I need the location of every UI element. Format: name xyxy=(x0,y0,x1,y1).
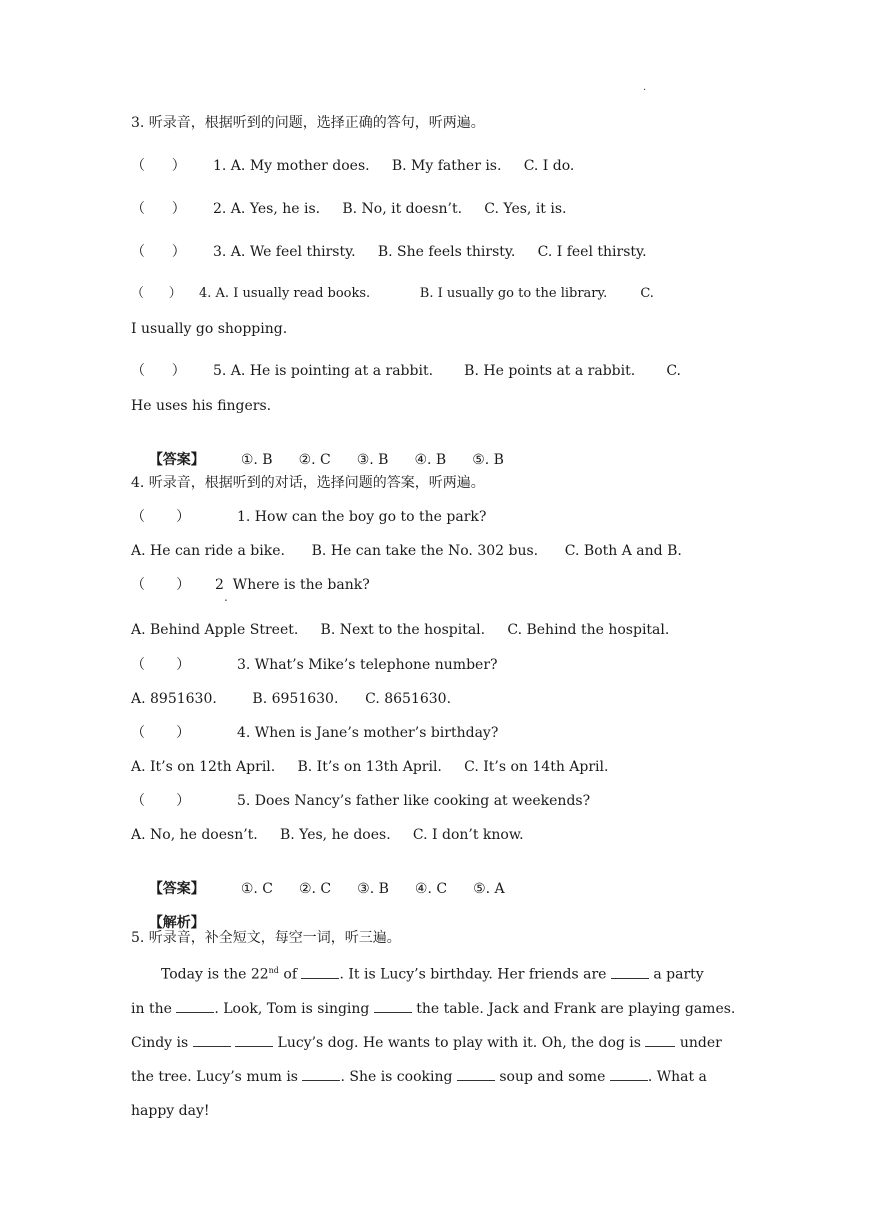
question-text: 3. What’s Mike’s telephone number? xyxy=(237,657,498,673)
question-row xyxy=(131,242,647,262)
blank-field[interactable] xyxy=(610,1066,648,1081)
question-continuation: He uses his fingers. xyxy=(131,398,272,414)
page-mark: . xyxy=(643,82,647,93)
question-text: 1. A. My mother does. B. My father is. C. I do. xyxy=(213,158,575,174)
answer-item: ④. C xyxy=(414,881,448,897)
passage-line xyxy=(131,954,741,992)
passage-text: happy day! xyxy=(131,1102,210,1119)
answer-item: ③. B xyxy=(356,452,389,468)
blank-field[interactable] xyxy=(374,998,412,1013)
passage-line xyxy=(131,1094,741,1128)
stray-dot: . xyxy=(224,590,228,604)
answer-item: ⑤. B xyxy=(472,452,504,468)
answer-paren[interactable]: （ ） xyxy=(131,725,191,741)
answer-paren[interactable]: （ ） xyxy=(131,201,186,217)
passage-text: . What a xyxy=(647,1068,707,1085)
passage-text: the tree. Lucy’s mum is xyxy=(131,1068,303,1085)
answer-item: ②. C xyxy=(298,452,331,468)
passage-text: Lucy’s dog. He wants to play with it. Oh, the dog is xyxy=(273,1034,646,1051)
answer-item: ④. B xyxy=(414,452,447,468)
question-text: 2 Where is the bank? xyxy=(215,577,370,593)
passage-text: Cindy is xyxy=(131,1034,193,1051)
question-text: 4. A. I usually read books. B. I usually go to the library. C. xyxy=(199,286,654,301)
question-row xyxy=(131,156,574,176)
answer-paren[interactable]: （ ） xyxy=(131,793,191,809)
passage-line xyxy=(131,992,741,1026)
section-3-heading: 3. 听录音，根据听到的问题，选择正确的答句，听两遍。 xyxy=(131,115,485,131)
question-text: 3. A. We feel thirsty. B. She feels thirsty. C. I feel thirsty. xyxy=(213,244,647,260)
answer-item: ③. B xyxy=(357,881,389,897)
blank-field[interactable] xyxy=(611,964,649,979)
options-line: A. It’s on 12th April. B. It’s on 13th April. C. It’s on 14th April. xyxy=(131,759,609,775)
answer-item: ②. C xyxy=(298,881,332,897)
answer-label: 【答案】 xyxy=(148,452,205,468)
question-row xyxy=(131,575,370,595)
section-5-heading: 5. 听录音，补全短文，每空一词，听三遍。 xyxy=(131,930,401,946)
question-row xyxy=(131,199,566,219)
answer-paren[interactable]: （ ） xyxy=(131,657,191,673)
superscript: nd xyxy=(268,966,279,975)
passage-text: of xyxy=(278,966,302,983)
blank-field[interactable] xyxy=(193,1032,231,1047)
options-line: A. Behind Apple Street. B. Next to the hospital. C. Behind the hospital. xyxy=(131,622,670,638)
passage-text: the table. Jack and Frank are playing games. xyxy=(411,1000,736,1017)
answer-paren[interactable]: （ ） xyxy=(131,509,191,525)
answer-item: ①. B xyxy=(240,452,273,468)
blank-field[interactable] xyxy=(457,1066,495,1081)
passage-line xyxy=(131,1060,741,1094)
blank-field[interactable] xyxy=(176,998,214,1013)
passage-text: . It is Lucy’s birthday. Her friends are xyxy=(339,966,611,983)
answer-paren[interactable]: （ ） xyxy=(131,286,182,301)
question-row xyxy=(131,723,498,743)
answer-paren[interactable]: （ ） xyxy=(131,158,186,174)
options-line: A. 8951630. B. 6951630. C. 8651630. xyxy=(131,691,452,707)
passage-text: in the xyxy=(131,1000,177,1017)
question-text: 4. When is Jane’s mother’s birthday? xyxy=(237,725,499,741)
analysis-label: 【解析】 xyxy=(148,915,205,931)
question-text: 5. A. He is pointing at a rabbit. B. He points at a rabbit. C. xyxy=(213,363,682,379)
answer-paren[interactable]: （ ） xyxy=(131,244,186,260)
blank-field[interactable] xyxy=(235,1032,273,1047)
passage-text: under xyxy=(675,1034,722,1051)
passage-text: a party xyxy=(648,966,704,983)
answer-label: 【答案】 xyxy=(148,881,205,897)
question-continuation: I usually go shopping. xyxy=(131,321,288,337)
question-row xyxy=(131,507,486,527)
cloze-passage xyxy=(131,954,741,1128)
answer-paren[interactable]: （ ） xyxy=(131,363,186,379)
answer-paren[interactable]: （ ） xyxy=(131,577,191,593)
answer-item: ⑤. A xyxy=(473,881,505,897)
section-4-heading: 4. 听录音，根据听到的对话，选择问题的答案，听两遍。 xyxy=(131,475,485,491)
question-row xyxy=(131,284,654,304)
question-text: 2. A. Yes, he is. B. No, it doesn’t. C. Yes, it is. xyxy=(213,201,567,217)
passage-text: soup and some xyxy=(494,1068,610,1085)
blank-field[interactable] xyxy=(645,1032,675,1047)
passage-text: . She is cooking xyxy=(340,1068,457,1085)
question-text: 1. How can the boy go to the park? xyxy=(237,509,487,525)
question-text: 5. Does Nancy’s father like cooking at weekends? xyxy=(237,793,591,809)
options-line: A. He can ride a bike. B. He can take the No. 302 bus. C. Both A and B. xyxy=(131,543,682,559)
passage-text: Today is the 22 xyxy=(161,966,269,983)
question-row xyxy=(131,361,681,381)
question-row xyxy=(131,791,590,811)
question-row xyxy=(131,655,498,675)
passage-line xyxy=(131,1026,741,1060)
answer-item: ①. C xyxy=(240,881,273,897)
passage-text: . Look, Tom is singing xyxy=(214,1000,374,1017)
blank-field[interactable] xyxy=(302,1066,340,1081)
blank-field[interactable] xyxy=(301,964,339,979)
options-line: A. No, he doesn’t. B. Yes, he does. C. I don’t know. xyxy=(131,827,524,843)
